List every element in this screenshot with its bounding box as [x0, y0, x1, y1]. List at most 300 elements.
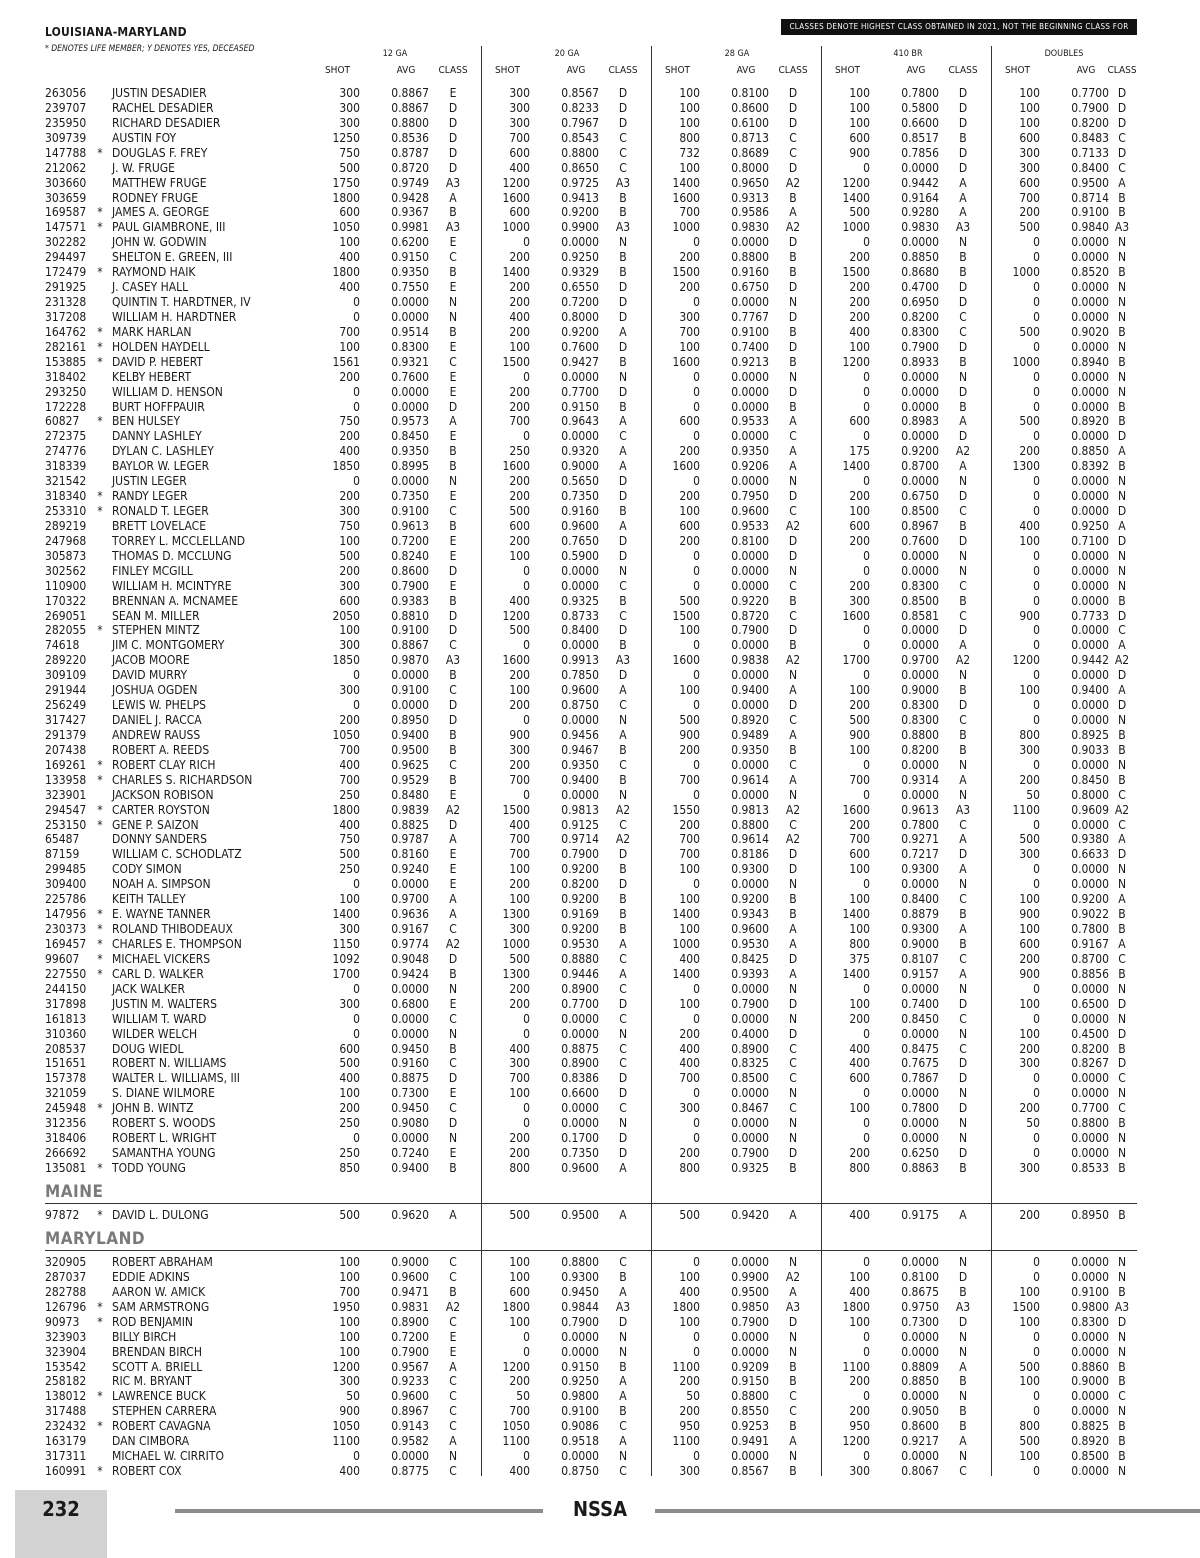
doubles-shot: 100: [1019, 997, 1040, 1011]
28ga-shot: 0: [693, 668, 700, 682]
410br-avg: 0.0000: [901, 877, 939, 891]
doubles-shot: 0: [1033, 474, 1040, 488]
page-title: LOUISIANA-MARYLAND: [45, 25, 187, 39]
20ga-avg: 0.9600: [561, 683, 599, 697]
410br-shot: 0: [863, 474, 870, 488]
12ga-shot: 1850: [332, 653, 360, 667]
28ga-class: A: [789, 1208, 797, 1222]
28ga-avg: 0.0000: [731, 429, 769, 443]
shooter-name: STEPHEN MINTZ: [112, 623, 200, 637]
doubles-class: N: [1117, 385, 1127, 399]
28ga-avg: 0.9650: [731, 176, 769, 190]
410br-shot: 0: [863, 400, 870, 414]
table-row: [0, 325, 1200, 340]
20ga-avg: 0.8400: [561, 623, 599, 637]
12ga-shot: 0: [353, 698, 360, 712]
table-row: [0, 191, 1200, 206]
20ga-class: C: [619, 818, 627, 832]
table-row: [0, 1345, 1200, 1360]
410br-shot: 100: [849, 101, 870, 115]
410br-shot: 1400: [842, 907, 870, 921]
12ga-class: D: [448, 146, 458, 160]
410br-avg: 0.8517: [901, 131, 939, 145]
410br-shot: 0: [863, 429, 870, 443]
20ga-class: B: [619, 355, 627, 369]
20ga-class: B: [619, 922, 627, 936]
12ga-class: C: [449, 1404, 457, 1418]
28ga-avg: 0.9313: [731, 191, 769, 205]
28ga-shot: 1000: [672, 220, 700, 234]
12ga-shot: 1800: [332, 191, 360, 205]
28ga-class: C: [789, 1042, 797, 1056]
table-row: [0, 638, 1200, 653]
410br-avg: 0.8100: [901, 1270, 939, 1284]
410br-class: A3: [955, 1300, 971, 1314]
doubles-avg: 0.0000: [1071, 1012, 1109, 1026]
20ga-shot: 200: [509, 250, 530, 264]
table-row: [0, 758, 1200, 773]
col-header-avg-410br: AVG: [906, 65, 926, 76]
doubles-shot: 0: [1033, 504, 1040, 518]
doubles-shot: 100: [1019, 534, 1040, 548]
28ga-class: C: [789, 1071, 797, 1085]
410br-avg: 0.7900: [901, 340, 939, 354]
shooter-name: WILLIAM D. HENSON: [112, 385, 223, 399]
doubles-shot: 0: [1033, 549, 1040, 563]
28ga-shot: 100: [679, 86, 700, 100]
20ga-shot: 400: [509, 594, 530, 608]
28ga-class: C: [789, 429, 797, 443]
doubles-shot: 0: [1033, 564, 1040, 578]
28ga-avg: 0.9200: [731, 892, 769, 906]
20ga-class: C: [619, 161, 627, 175]
12ga-class: E: [449, 847, 457, 861]
doubles-avg: 0.0000: [1071, 474, 1109, 488]
doubles-shot: 0: [1033, 429, 1040, 443]
20ga-avg: 0.8900: [561, 1056, 599, 1070]
shooter-name: BRETT LOVELACE: [112, 519, 207, 533]
12ga-avg: 0.9514: [391, 325, 429, 339]
28ga-avg: 0.9533: [731, 414, 769, 428]
410br-class: B: [959, 683, 967, 697]
20ga-class: N: [618, 1027, 628, 1041]
28ga-avg: 0.8800: [731, 250, 769, 264]
20ga-avg: 0.8650: [561, 161, 599, 175]
12ga-avg: 0.9450: [391, 1101, 429, 1115]
doubles-class: A: [1118, 832, 1126, 846]
20ga-avg: 0.0000: [561, 1116, 599, 1130]
gauge-header-410br: 410 BR: [893, 49, 923, 59]
28ga-shot: 0: [693, 1131, 700, 1145]
doubles-avg: 0.0000: [1071, 504, 1109, 518]
28ga-shot: 0: [693, 1255, 700, 1269]
20ga-shot: 250: [509, 444, 530, 458]
20ga-shot: 50: [516, 1389, 530, 1403]
shooter-name: TORREY L. MCCLELLAND: [112, 534, 246, 548]
410br-class: N: [958, 1131, 968, 1145]
table-row: [0, 414, 1200, 429]
12ga-avg: 0.6800: [391, 997, 429, 1011]
20ga-class: D: [618, 310, 628, 324]
20ga-class: A3: [615, 220, 631, 234]
12ga-class: E: [449, 86, 457, 100]
410br-shot: 0: [863, 1389, 870, 1403]
12ga-class: D: [448, 1071, 458, 1085]
12ga-class: B: [449, 519, 457, 533]
410br-avg: 0.9000: [901, 937, 939, 951]
12ga-class: N: [448, 982, 458, 996]
shooter-name: ROBERT CAVAGNA: [112, 1419, 211, 1433]
member-id: 293250: [45, 385, 87, 399]
20ga-shot: 700: [509, 773, 530, 787]
table-row: [0, 907, 1200, 922]
28ga-class: D: [788, 1315, 798, 1329]
410br-avg: 0.9750: [901, 1300, 939, 1314]
410br-class: D: [958, 101, 968, 115]
12ga-shot: 750: [339, 146, 360, 160]
member-id: 294547: [45, 803, 87, 817]
member-id: 147571: [45, 220, 87, 234]
20ga-class: A: [619, 728, 627, 742]
12ga-class: A3: [445, 176, 461, 190]
doubles-class: N: [1117, 340, 1127, 354]
410br-shot: 0: [863, 623, 870, 637]
28ga-class: C: [789, 579, 797, 593]
member-id: 302562: [45, 564, 87, 578]
12ga-avg: 0.8536: [391, 131, 429, 145]
doubles-avg: 0.8483: [1071, 131, 1109, 145]
doubles-shot: 300: [1019, 847, 1040, 861]
12ga-class: D: [448, 400, 458, 414]
shooter-name: KELBY HEBERT: [112, 370, 192, 384]
20ga-avg: 0.9450: [561, 1285, 599, 1299]
12ga-shot: 500: [339, 161, 360, 175]
410br-avg: 0.6250: [901, 1146, 939, 1160]
12ga-class: C: [449, 1389, 457, 1403]
doubles-class: N: [1117, 758, 1127, 772]
shooter-name: JACK WALKER: [112, 982, 186, 996]
table-row: [0, 385, 1200, 400]
28ga-shot: 1600: [672, 191, 700, 205]
28ga-avg: 0.8600: [731, 101, 769, 115]
table-row: [0, 594, 1200, 609]
28ga-class: A2: [785, 653, 801, 667]
410br-class: B: [959, 250, 967, 264]
doubles-class: D: [1117, 429, 1127, 443]
20ga-avg: 0.9086: [561, 1419, 599, 1433]
shooter-name: RICHARD DESADIER: [112, 116, 221, 130]
12ga-class: A: [449, 832, 457, 846]
member-id: 312356: [45, 1116, 87, 1130]
410br-class: D: [958, 997, 968, 1011]
shooter-name: HOLDEN HAYDELL: [112, 340, 210, 354]
life-member-mark: *: [97, 967, 103, 981]
doubles-class: B: [1118, 459, 1126, 473]
410br-class: N: [958, 474, 968, 488]
28ga-avg: 0.7900: [731, 1146, 769, 1160]
410br-shot: 200: [849, 489, 870, 503]
12ga-avg: 0.9636: [391, 907, 429, 921]
doubles-shot: 0: [1033, 668, 1040, 682]
12ga-shot: 200: [339, 429, 360, 443]
doubles-class: C: [1118, 788, 1126, 802]
life-member-mark: *: [97, 1419, 103, 1433]
shooter-name: WALTER L. WILLIAMS, III: [112, 1071, 240, 1085]
410br-avg: 0.0000: [901, 1116, 939, 1130]
410br-shot: 400: [849, 1042, 870, 1056]
410br-shot: 0: [863, 385, 870, 399]
12ga-avg: 0.7900: [391, 1345, 429, 1359]
20ga-shot: 1050: [502, 1419, 530, 1433]
doubles-class: B: [1118, 1449, 1126, 1463]
410br-avg: 0.9175: [901, 1208, 939, 1222]
member-id: 282055: [45, 623, 87, 637]
28ga-shot: 1500: [672, 265, 700, 279]
20ga-class: C: [619, 1419, 627, 1433]
20ga-class: D: [618, 1086, 628, 1100]
410br-shot: 600: [849, 1071, 870, 1085]
table-row: [0, 623, 1200, 638]
member-id: 163179: [45, 1434, 87, 1448]
20ga-shot: 300: [509, 922, 530, 936]
410br-avg: 0.8800: [901, 728, 939, 742]
doubles-class: N: [1117, 235, 1127, 249]
28ga-shot: 200: [679, 534, 700, 548]
doubles-class: N: [1117, 474, 1127, 488]
410br-avg: 0.8067: [901, 1464, 939, 1478]
member-id: 65487: [45, 832, 80, 846]
410br-avg: 0.7867: [901, 1071, 939, 1085]
doubles-shot: 500: [1019, 1434, 1040, 1448]
doubles-class: B: [1118, 325, 1126, 339]
doubles-avg: 0.8825: [1071, 1419, 1109, 1433]
doubles-avg: 0.0000: [1071, 385, 1109, 399]
28ga-avg: 0.9209: [731, 1360, 769, 1374]
life-member-mark: *: [97, 922, 103, 936]
doubles-avg: 0.0000: [1071, 713, 1109, 727]
28ga-shot: 732: [679, 146, 700, 160]
doubles-class: D: [1117, 534, 1127, 548]
20ga-shot: 0: [523, 1012, 530, 1026]
28ga-shot: 0: [693, 579, 700, 593]
12ga-class: B: [449, 743, 457, 757]
member-id: 302282: [45, 235, 87, 249]
28ga-shot: 700: [679, 1071, 700, 1085]
doubles-shot: 800: [1019, 728, 1040, 742]
table-row: [0, 1027, 1200, 1042]
shooter-name: JACOB MOORE: [112, 653, 190, 667]
410br-avg: 0.0000: [901, 564, 939, 578]
410br-shot: 0: [863, 1086, 870, 1100]
12ga-shot: 600: [339, 205, 360, 219]
life-member-mark: *: [97, 907, 103, 921]
table-row: [0, 161, 1200, 176]
28ga-shot: 700: [679, 325, 700, 339]
doubles-shot: 1000: [1012, 265, 1040, 279]
member-id: 323904: [45, 1345, 87, 1359]
shooter-name: JAMES A. GEORGE: [112, 205, 210, 219]
28ga-class: D: [788, 385, 798, 399]
doubles-shot: 200: [1019, 1208, 1040, 1222]
28ga-class: B: [789, 400, 797, 414]
12ga-shot: 200: [339, 489, 360, 503]
doubles-avg: 0.0000: [1071, 579, 1109, 593]
20ga-class: D: [618, 549, 628, 563]
28ga-shot: 100: [679, 862, 700, 876]
member-id: 225786: [45, 892, 87, 906]
12ga-class: D: [448, 713, 458, 727]
410br-shot: 500: [849, 205, 870, 219]
member-id: 164762: [45, 325, 87, 339]
12ga-shot: 0: [353, 877, 360, 891]
28ga-shot: 200: [679, 444, 700, 458]
410br-shot: 100: [849, 504, 870, 518]
table-row: [0, 579, 1200, 594]
doubles-class: N: [1117, 310, 1127, 324]
12ga-shot: 400: [339, 758, 360, 772]
12ga-shot: 700: [339, 325, 360, 339]
table-row: [0, 355, 1200, 370]
12ga-class: E: [449, 788, 457, 802]
doubles-avg: 0.8920: [1071, 1434, 1109, 1448]
28ga-shot: 0: [693, 370, 700, 384]
410br-shot: 0: [863, 982, 870, 996]
12ga-avg: 0.7550: [391, 280, 429, 294]
table-row: [0, 1419, 1200, 1434]
12ga-shot: 100: [339, 1345, 360, 1359]
20ga-shot: 0: [523, 235, 530, 249]
28ga-shot: 200: [679, 1374, 700, 1388]
20ga-avg: 0.9350: [561, 758, 599, 772]
20ga-avg: 0.8880: [561, 952, 599, 966]
410br-avg: 0.6750: [901, 489, 939, 503]
410br-avg: 0.0000: [901, 1449, 939, 1463]
410br-shot: 200: [849, 1374, 870, 1388]
12ga-shot: 300: [339, 116, 360, 130]
shooter-name: WILLIAM H. MCINTYRE: [112, 579, 232, 593]
410br-shot: 0: [863, 1027, 870, 1041]
doubles-avg: 0.7133: [1071, 146, 1109, 160]
12ga-shot: 1150: [332, 937, 360, 951]
28ga-avg: 0.9600: [731, 922, 769, 936]
28ga-class: A2: [785, 519, 801, 533]
12ga-avg: 0.9400: [391, 1161, 429, 1175]
doubles-shot: 500: [1019, 414, 1040, 428]
28ga-class: N: [788, 370, 798, 384]
12ga-avg: 0.9625: [391, 758, 429, 772]
28ga-shot: 100: [679, 101, 700, 115]
doubles-shot: 500: [1019, 220, 1040, 234]
table-row: [0, 146, 1200, 161]
shooter-name: JUSTIN LEGER: [112, 474, 187, 488]
doubles-class: D: [1117, 146, 1127, 160]
410br-class: C: [959, 952, 967, 966]
410br-class: C: [959, 504, 967, 518]
shooter-name: E. WAYNE TANNER: [112, 907, 211, 921]
20ga-shot: 300: [509, 116, 530, 130]
28ga-avg: 0.9614: [731, 773, 769, 787]
410br-avg: 0.8680: [901, 265, 939, 279]
12ga-shot: 100: [339, 892, 360, 906]
table-row: [0, 922, 1200, 937]
12ga-class: N: [448, 295, 458, 309]
12ga-class: C: [449, 638, 457, 652]
410br-avg: 0.0000: [901, 1027, 939, 1041]
20ga-class: A: [619, 1285, 627, 1299]
12ga-shot: 300: [339, 922, 360, 936]
20ga-shot: 200: [509, 385, 530, 399]
410br-shot: 1400: [842, 191, 870, 205]
28ga-class: D: [788, 116, 798, 130]
12ga-avg: 0.8867: [391, 101, 429, 115]
member-id: 266692: [45, 1146, 87, 1160]
doubles-class: A2: [1114, 653, 1130, 667]
doubles-shot: 0: [1033, 340, 1040, 354]
410br-avg: 0.5800: [901, 101, 939, 115]
20ga-shot: 700: [509, 414, 530, 428]
shooter-name: STEPHEN CARRERA: [112, 1404, 217, 1418]
table-row: [0, 877, 1200, 892]
410br-class: D: [958, 534, 968, 548]
12ga-shot: 700: [339, 773, 360, 787]
20ga-shot: 500: [509, 1208, 530, 1222]
20ga-class: C: [619, 146, 627, 160]
410br-avg: 0.9300: [901, 862, 939, 876]
col-header-shot-410br: SHOT: [834, 65, 861, 76]
410br-class: N: [958, 1255, 968, 1269]
shooter-name: DAN CIMBORA: [112, 1434, 190, 1448]
20ga-shot: 1100: [502, 1434, 530, 1448]
410br-avg: 0.8983: [901, 414, 939, 428]
12ga-class: C: [449, 758, 457, 772]
410br-avg: 0.0000: [901, 758, 939, 772]
410br-shot: 1700: [842, 653, 870, 667]
doubles-avg: 0.8450: [1071, 773, 1109, 787]
doubles-avg: 0.0000: [1071, 235, 1109, 249]
28ga-avg: 0.0000: [731, 385, 769, 399]
20ga-avg: 0.9200: [561, 862, 599, 876]
col-header-shot-12ga: SHOT: [324, 65, 351, 76]
member-id: 291379: [45, 728, 87, 742]
12ga-class: E: [449, 579, 457, 593]
doubles-class: B: [1118, 922, 1126, 936]
table-row: [0, 235, 1200, 250]
12ga-shot: 750: [339, 519, 360, 533]
28ga-shot: 400: [679, 1042, 700, 1056]
28ga-class: N: [788, 564, 798, 578]
table-row: [0, 549, 1200, 564]
20ga-shot: 0: [523, 370, 530, 384]
28ga-avg: 0.6750: [731, 280, 769, 294]
12ga-avg: 0.9350: [391, 444, 429, 458]
410br-shot: 200: [849, 310, 870, 324]
doubles-shot: 600: [1019, 937, 1040, 951]
20ga-class: C: [619, 1056, 627, 1070]
footer-rule-right: [655, 1509, 1200, 1513]
12ga-shot: 400: [339, 1071, 360, 1085]
410br-avg: 0.8450: [901, 1012, 939, 1026]
410br-class: C: [959, 1012, 967, 1026]
table-row: [0, 1146, 1200, 1161]
20ga-shot: 1500: [502, 355, 530, 369]
12ga-avg: 0.8900: [391, 1315, 429, 1329]
20ga-shot: 1400: [502, 265, 530, 279]
20ga-shot: 700: [509, 1071, 530, 1085]
doubles-shot: 100: [1019, 1374, 1040, 1388]
12ga-avg: 0.9749: [391, 176, 429, 190]
410br-avg: 0.9830: [901, 220, 939, 234]
12ga-shot: 250: [339, 788, 360, 802]
